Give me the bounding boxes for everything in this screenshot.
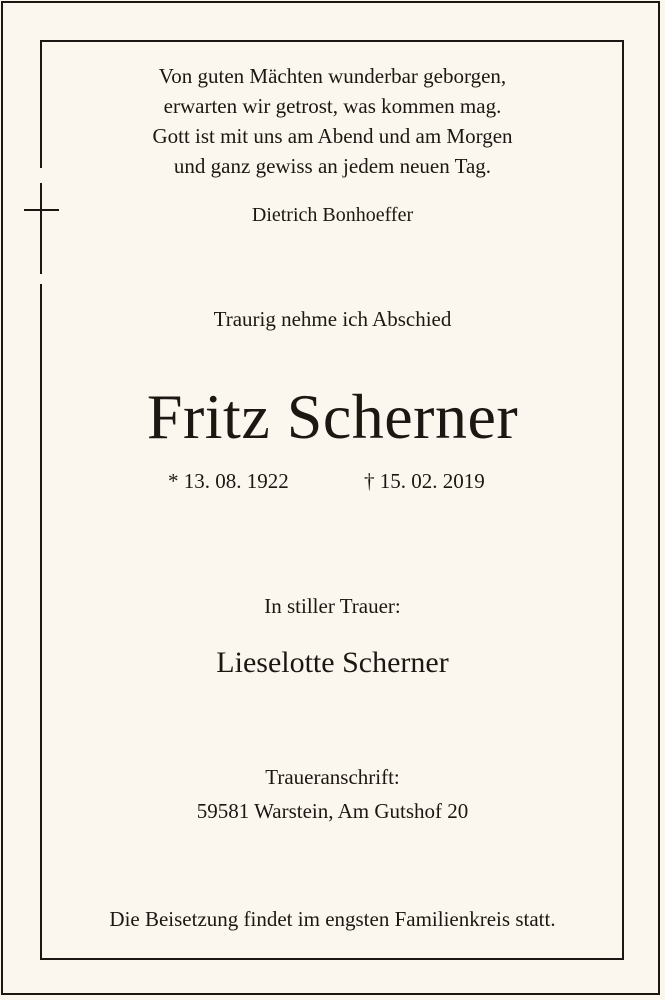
verse-line-3: Gott ist mit uns am Abend und am Morgen xyxy=(152,124,513,148)
farewell-intro: Traurig nehme ich Abschied xyxy=(213,307,452,331)
birth-date: * 13. 08. 1922 xyxy=(168,469,289,493)
address-label: Traueranschrift: xyxy=(265,765,400,789)
address-value: 59581 Warstein, Am Gutshof 20 xyxy=(196,799,469,823)
verse xyxy=(0,61,665,181)
deceased-name: Fritz Scherner xyxy=(146,381,519,452)
verse-author: Dietrich Bonhoeffer xyxy=(251,204,414,226)
verse-line-1: Von guten Mächten wunderbar geborgen, xyxy=(158,64,507,88)
burial-note: Die Beisetzung findet im engsten Familienkreis statt. xyxy=(109,907,556,931)
verse-line-2: erwarten wir getrost, was kommen mag. xyxy=(163,94,502,118)
death-date: † 15. 02. 2019 xyxy=(364,469,485,493)
mourner-name: Lieselotte Scherner xyxy=(216,646,449,679)
cross-vertical-bar xyxy=(40,183,42,274)
mourning-label: In stiller Trauer: xyxy=(264,594,401,618)
verse-line-4: und ganz gewiss an jedem neuen Tag. xyxy=(173,154,492,178)
